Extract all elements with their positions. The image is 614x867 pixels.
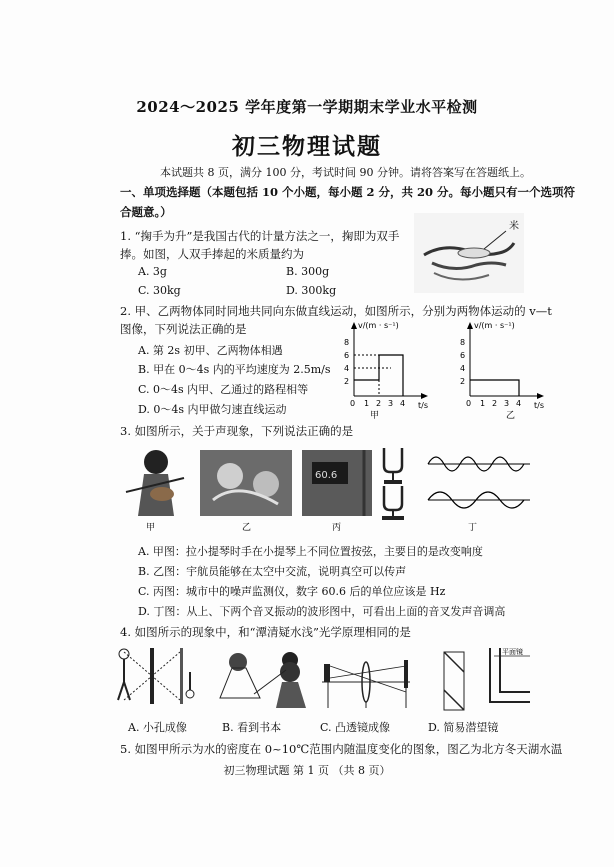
exam-subtitle: 2024～2025 学年度第一学期期末学业水平检测 <box>136 98 478 116</box>
section-heading-line1: 一、单项选择题（本题包括 10 个小题，每小题 2 分，共 20 分。每小题只有一个选项符 <box>120 185 576 199</box>
q4-pinhole-figure <box>118 648 194 704</box>
q2-jia-xtick: 0 <box>350 399 356 408</box>
q3-label-jia: 甲 <box>146 523 156 533</box>
q4-stem: 4. 如图所示的现象中，和“潭清疑水浅”光学原理相同的是 <box>120 625 411 639</box>
q3-violin-figure <box>126 450 184 516</box>
q2-graph-jia <box>338 318 438 422</box>
q4-periscope-label: 平面镜 <box>502 648 523 656</box>
q2-yi-xtick: 2 <box>492 399 498 408</box>
q2-yi-xtick: 4 <box>516 399 522 408</box>
page-footer: 初三物理试题 第 1 页 （共 8 页） <box>223 764 391 777</box>
q2-yi-xtick: 0 <box>466 399 472 408</box>
q1-option-d: D. 300kg <box>286 284 337 297</box>
svg-text:60.6: 60.6 <box>315 470 338 481</box>
q3-option-b: B. 乙图：宇航员能够在太空中交流，说明真空可以传声 <box>138 565 407 578</box>
q2-jia-xtick: 4 <box>400 399 406 408</box>
q2-jia-ytick: 8 <box>344 338 350 347</box>
q4-book-figure <box>220 652 306 708</box>
section-heading-line2: 合题意。） <box>120 205 172 219</box>
q2-yi-xlabel: t/s <box>534 401 544 410</box>
q3-figures <box>118 440 538 535</box>
q1-option-c: C. 30kg <box>138 284 181 297</box>
q2-yi-name: 乙 <box>506 411 516 421</box>
q1-stem-line2: 捧。如图，人双手捧起的米质量约为 <box>120 247 304 261</box>
q4-option-c: C. 凸透镜成像 <box>320 721 391 734</box>
q2-jia-ytick: 6 <box>344 351 350 360</box>
q2-stem-line1: 2. 甲、乙两物体同时同地共同向东做直线运动，如图所示，分别为两物体运动的 v—t <box>120 304 552 318</box>
q2-jia-ytick: 2 <box>344 377 350 386</box>
q1-rice-label: 米 <box>509 221 519 232</box>
q3-option-c: C. 丙图：城市中的噪声监测仪，数字 60.6 后的单位应该是 Hz <box>138 585 446 598</box>
q1-stem-line1: 1. “掬手为升”是我国古代的计量方法之一，掬即为双手 <box>120 229 400 243</box>
q1-hands-rice-figure <box>414 213 524 293</box>
q2-option-d: D. 0～4s 内甲做匀速直线运动 <box>138 403 287 416</box>
q2-option-c: C. 0～4s 内甲、乙通过的路程相等 <box>138 383 309 396</box>
q4-option-d: D. 简易潜望镜 <box>428 721 499 734</box>
q2-yi-ytick: 2 <box>460 377 466 386</box>
tuning-fork-icon <box>382 448 404 520</box>
q1-option-b: B. 300g <box>286 265 330 278</box>
q4-convex-lens-figure <box>322 660 410 708</box>
q2-jia-xtick: 1 <box>364 399 370 408</box>
q2-jia-name: 甲 <box>370 411 380 421</box>
q2-option-b: B. 甲在 0～4s 内的平均速度为 2.5m/s <box>138 363 331 376</box>
q2-yi-xtick: 1 <box>480 399 486 408</box>
q2-yi-ytick: 4 <box>460 364 466 373</box>
q5-stem: 5. 如图甲所示为水的密度在 0~10℃范围内随温度变化的图象，图乙为北方冬天湖水温 <box>120 742 563 756</box>
q3-astronaut-figure <box>200 450 292 516</box>
exam-note: 本试题共 8 页，满分 100 分，考试时间 90 分钟。请将答案写在答题纸上。 <box>160 166 531 179</box>
q4-periscope-figure <box>444 647 530 710</box>
q3-label-bing: 丙 <box>332 523 342 533</box>
q4-option-b: B. 看到书本 <box>222 721 282 734</box>
q2-yi-xtick: 3 <box>504 399 510 408</box>
q2-jia-xtick: 3 <box>388 399 394 408</box>
q2-jia-ytick: 4 <box>344 364 350 373</box>
q2-yi-ytick: 6 <box>460 351 466 360</box>
q3-waveform-figure <box>428 457 530 508</box>
q2-jia-xlabel: t/s <box>418 401 428 410</box>
q2-jia-ylabel: v/(m · s⁻¹) <box>358 321 399 330</box>
q2-option-a: A. 第 2s 初甲、乙两物体相遇 <box>138 344 283 357</box>
q2-stem-line2: 图像，下列说法正确的是 <box>120 322 247 336</box>
q3-stem: 3. 如图所示，关于声现象，下列说法正确的是 <box>120 424 354 438</box>
exam-title: 初三物理试题 <box>232 133 382 160</box>
q2-jia-xtick: 2 <box>376 399 382 408</box>
q2-graph-yi <box>454 318 554 422</box>
q3-noise-monitor-figure <box>302 450 372 516</box>
q1-option-a: A. 3g <box>138 265 167 278</box>
q3-label-ding: 丁 <box>468 523 478 533</box>
q3-option-d: D. 丁图：从上、下两个音叉振动的波形图中，可看出上面的音叉发声音调高 <box>138 605 506 618</box>
q3-label-yi: 乙 <box>242 523 252 533</box>
q2-yi-ylabel: v/(m · s⁻¹) <box>474 321 515 330</box>
q3-option-a: A. 甲图：拉小提琴时手在小提琴上不同位置按弦，主要目的是改变响度 <box>138 545 483 558</box>
q4-option-a: A. 小孔成像 <box>128 721 187 734</box>
q2-yi-ytick: 8 <box>460 338 466 347</box>
q4-figures <box>110 642 540 717</box>
